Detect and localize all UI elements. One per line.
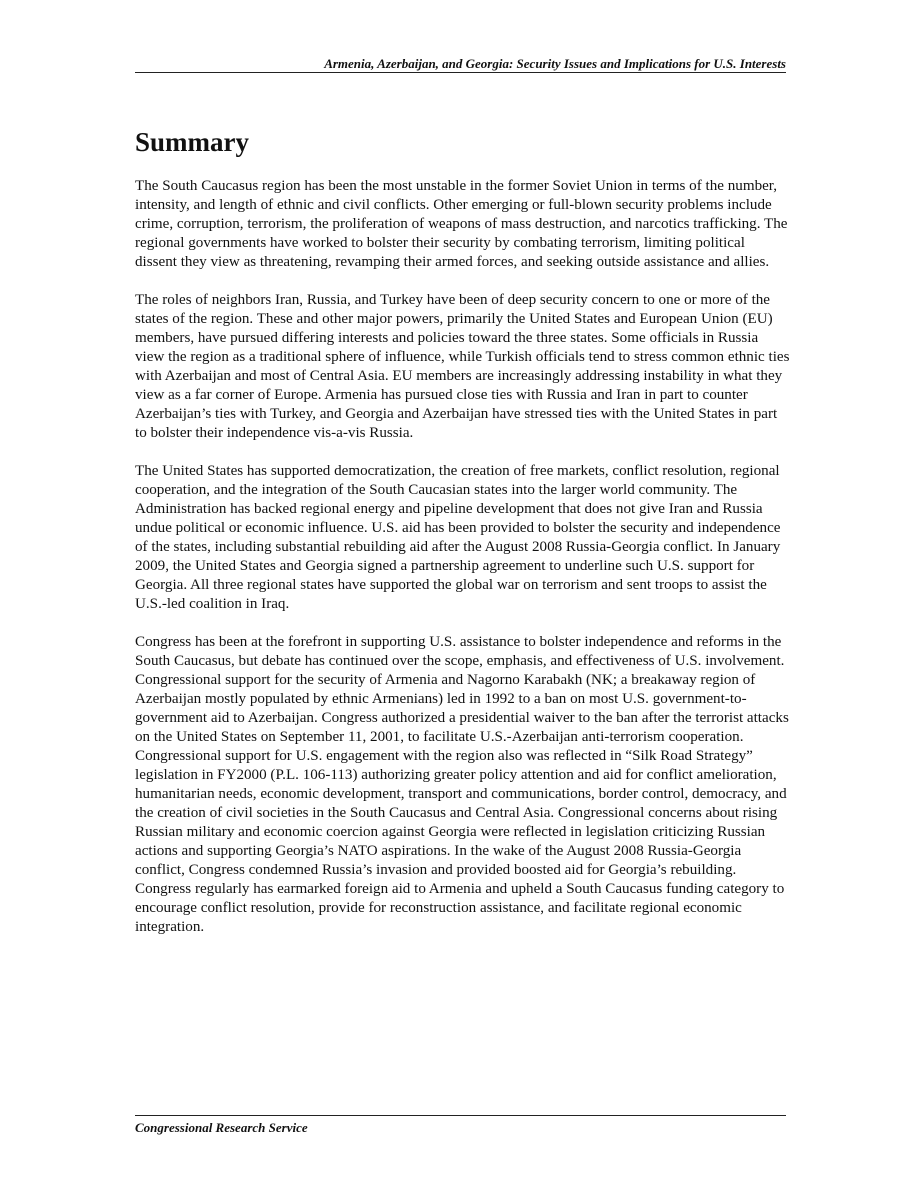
summary-body <box>135 177 790 956</box>
header-rule <box>135 72 786 73</box>
running-footer: Congressional Research Service <box>135 1120 308 1135</box>
summary-paragraph: Congress has been at the forefront in supporting U.S. assistance to bolster independence and reforms in the South Caucasus, but debate has continued over the scope, emphasis, and effectiveness of U.S. involvement. Congressional support for the security of Armenia and Nagorno Karabakh (NK; a breakaway region of Azerbaijan mostly populated by ethnic Armenians) led in 1992 to a ban on most U.S. government-to-government aid to Azerbaijan. Congress authorized a presidential waiver to the ban after the terrorist attacks on the United States on September 11, 2001, to facilitate U.S.-Azerbaijan anti-terrorism cooperation. Congressional support for U.S. engagement with the region also was reflected in “Silk Road Strategy” legislation in FY2000 (P.L. 106-113) authorizing greater policy attention and aid for conflict amelioration, humanitarian needs, economic development, transport and communications, border control, democracy, and the creation of civil societies in the South Caucasus and Central Asia. Congressional concerns about rising Russian military and economic coercion against Georgia were reflected in legislation criticizing Russian actions and supporting Georgia’s NATO aspirations. In the wake of the August 2008 Russia-Georgia conflict, Congress condemned Russia’s invasion and provided boosted aid for Georgia’s rebuilding. Congress regularly has earmarked foreign aid to Armenia and upheld a South Caucasus funding category to encourage conflict resolution, provide for reconstruction assistance, and facilitate regional economic integration. <box>135 634 789 935</box>
summary-paragraph: The roles of neighbors Iran, Russia, and Turkey have been of deep security concern to one or more of the states of the region. These and other major powers, primarily the United States and European Union (EU) members, have pursued differing interests and policies toward the three states. Some officials in Russia view the region as a traditional sphere of influence, while Turkish officials tend to stress common ethnic ties with Azerbaijan and most of Central Asia. EU members are increasingly addressing instability in what they view as a far corner of Europe. Armenia has pursued close ties with Russia and Iran in part to counter Azerbaijan’s ties with Turkey, and Georgia and Azerbaijan have stressed ties with the United States in part to bolster their independence vis-a-vis Russia. <box>135 292 790 441</box>
summary-paragraph: The South Caucasus region has been the most unstable in the former Soviet Union in terms of the number, intensity, and length of ethnic and civil conflicts. Other emerging or full-blown security problems include crime, corruption, terrorism, the proliferation of weapons of mass destruction, and narcotics trafficking. The regional governments have worked to bolster their security by combating terrorism, limiting political dissent they view as threatening, revamping their armed forces, and seeking outside assistance and allies. <box>135 178 788 270</box>
footer-rule <box>135 1115 786 1116</box>
page-title: Summary <box>135 127 249 157</box>
summary-paragraph: The United States has supported democratization, the creation of free markets, conflict resolution, regional cooperation, and the integration of the South Caucasian states into the larger world community. The Administration has backed regional energy and pipeline development that does not give Iran and Russia undue political or economic influence. U.S. aid has been provided to bolster the security and independence of the states, including substantial rebuilding aid after the August 2008 Russia-Georgia conflict. In January 2009, the United States and Georgia signed a partnership agreement to underline such U.S. support for Georgia. All three regional states have supported the global war on terrorism and sent troops to assist the U.S.-led coalition in Iraq. <box>135 463 781 612</box>
running-header: Armenia, Azerbaijan, and Georgia: Security Issues and Implications for U.S. Interests <box>324 56 786 71</box>
